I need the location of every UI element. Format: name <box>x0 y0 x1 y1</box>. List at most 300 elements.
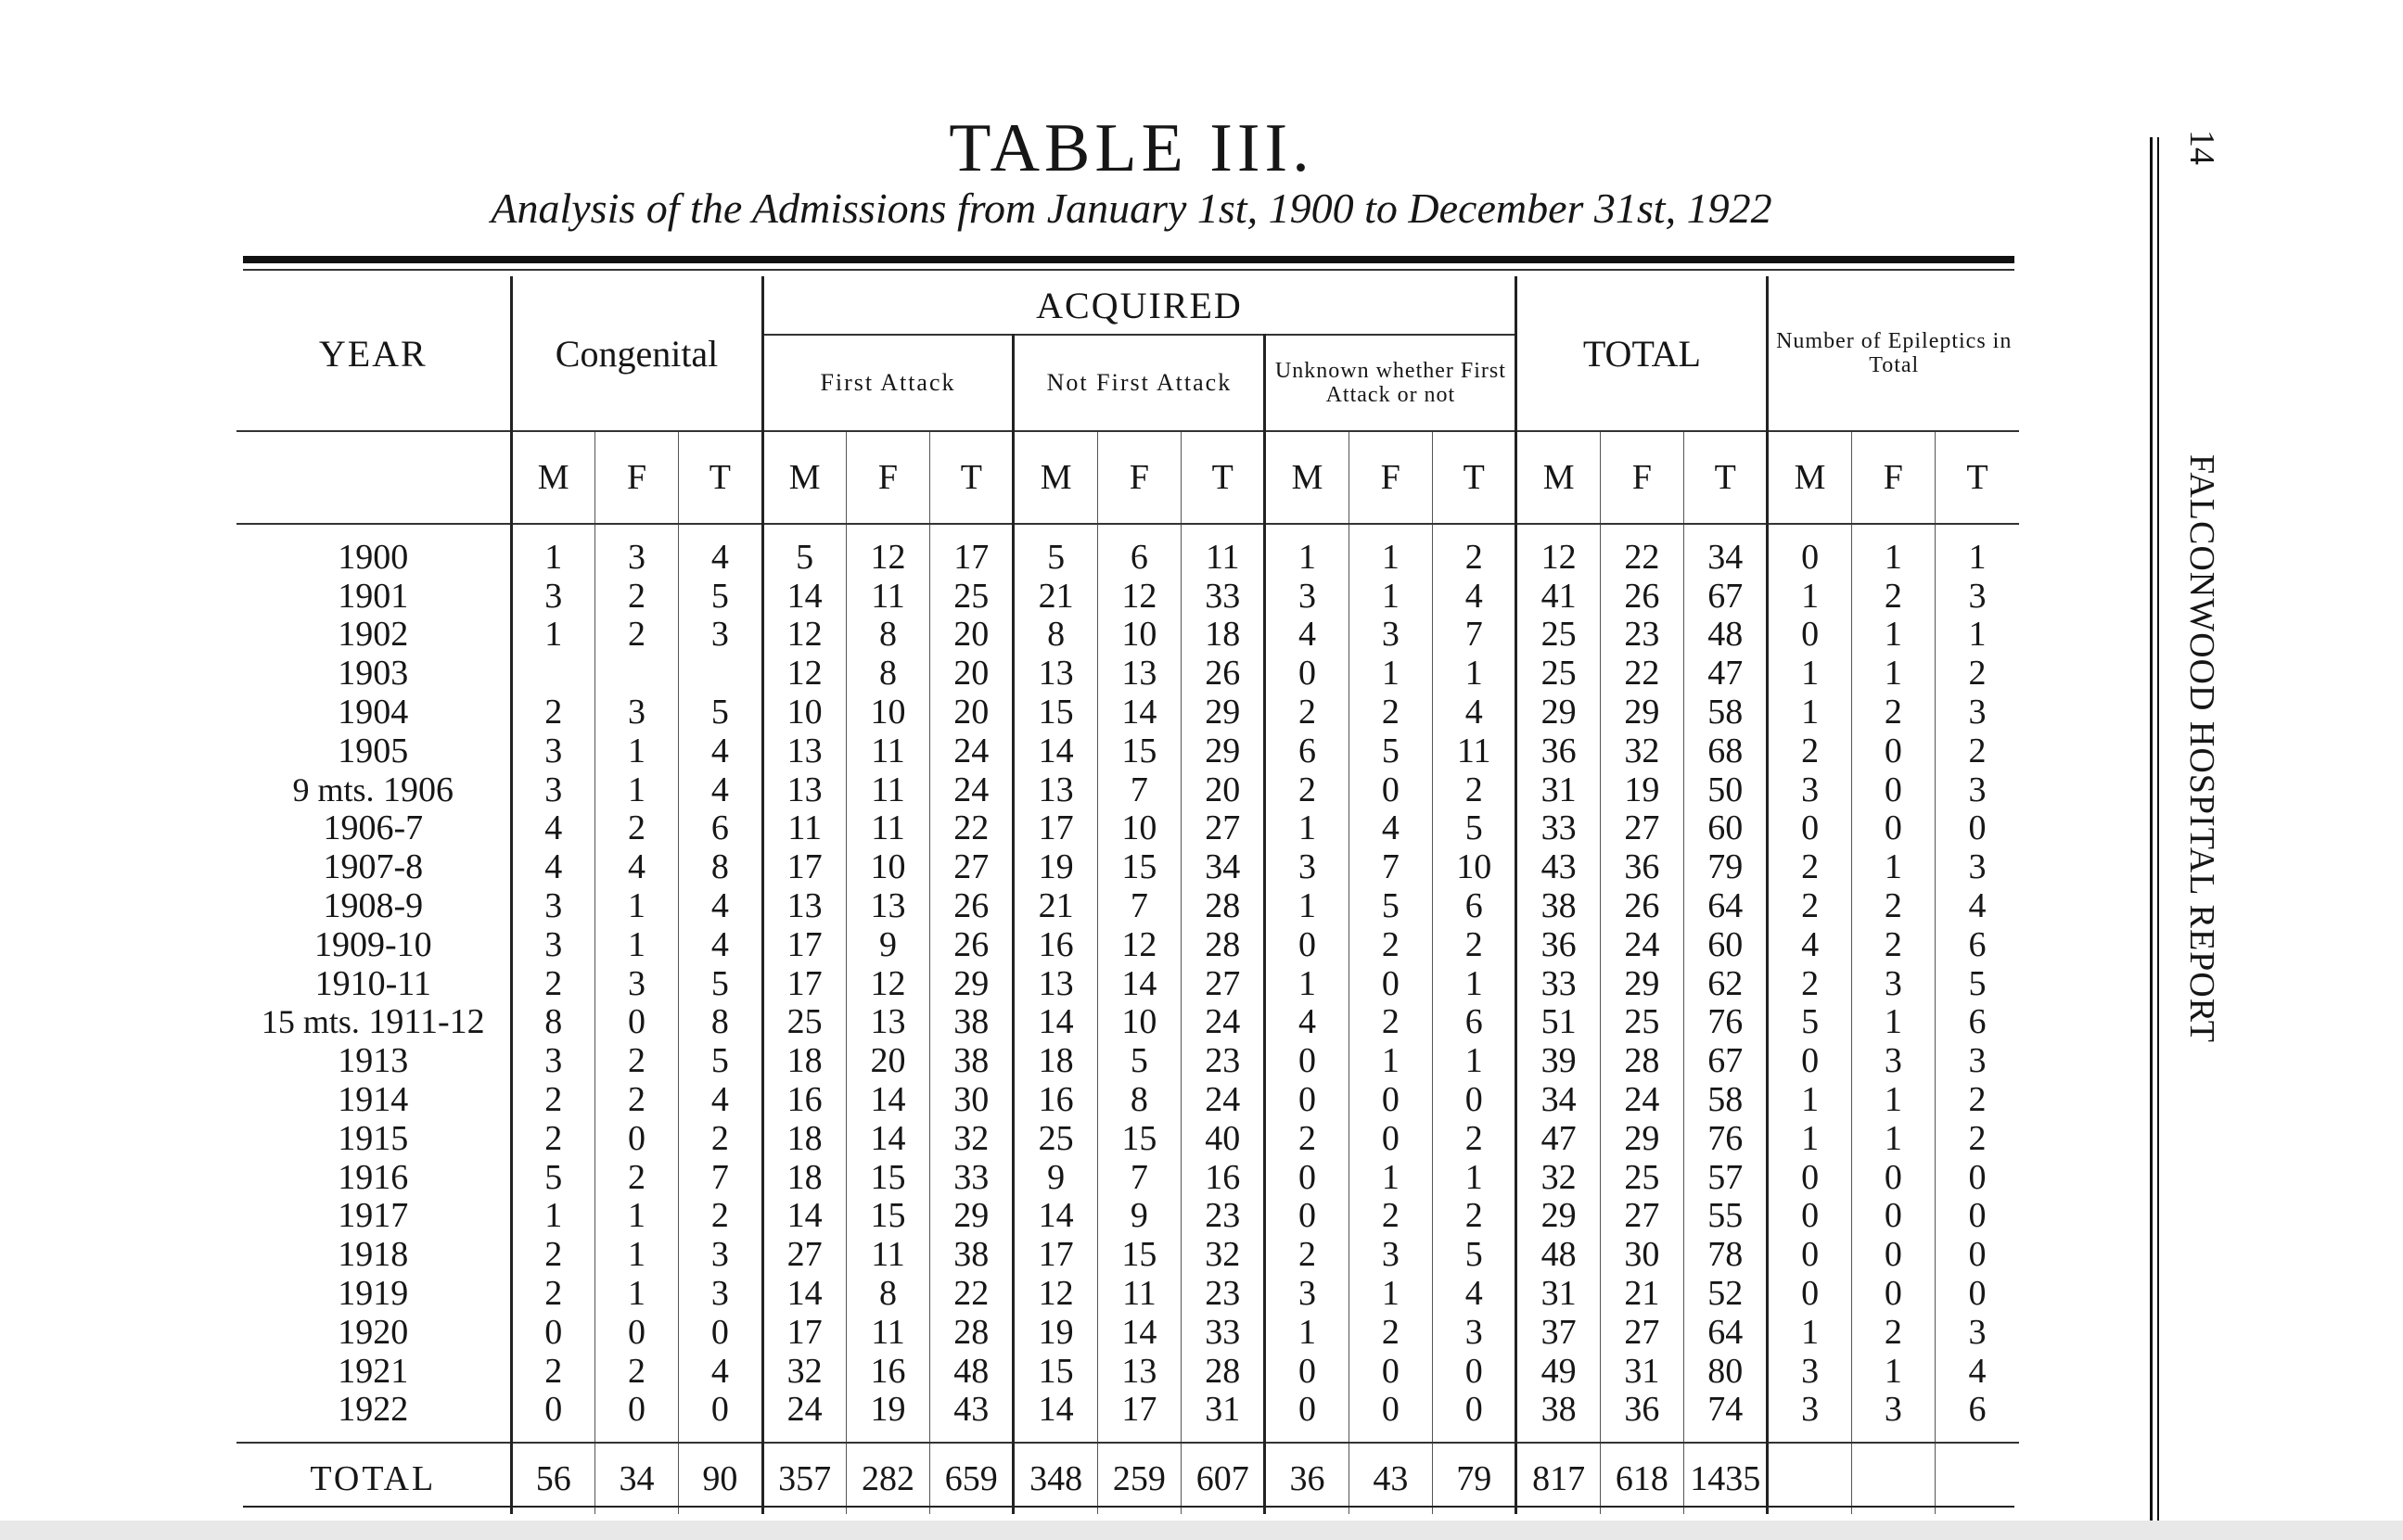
first-attack-f-header: F <box>846 431 929 524</box>
value-cell: 8 <box>1014 616 1097 655</box>
value-cell: 0 <box>1433 1080 1516 1119</box>
value-cell: 14 <box>1014 1003 1097 1042</box>
value-cell: 1 <box>594 886 678 925</box>
totals-row <box>236 1443 2019 1514</box>
year-cell <box>236 1274 511 1313</box>
value-cell: 31 <box>1182 1391 1265 1444</box>
value-cell: 0 <box>1265 1041 1348 1080</box>
value-cell: 21 <box>1014 577 1097 616</box>
top-rule-thin <box>243 269 2014 271</box>
value-cell: 9 <box>846 925 929 964</box>
total-cell <box>1936 1443 2019 1514</box>
value-cell: 16 <box>762 1080 846 1119</box>
value-cell: 2 <box>1851 1313 1935 1352</box>
value-cell: 1 <box>594 1197 678 1236</box>
value-cell: 4 <box>1265 1003 1348 1042</box>
year-cell <box>236 964 511 1003</box>
value-cell: 0 <box>594 1119 678 1158</box>
value-cell: 5 <box>679 964 762 1003</box>
epileptics-header: Number of Epileptics in Total <box>1768 276 2019 431</box>
table-row <box>236 1274 2019 1313</box>
value-cell: 20 <box>846 1041 929 1080</box>
year-cell <box>236 1003 511 1042</box>
value-cell: 24 <box>762 1391 846 1444</box>
value-cell: 1 <box>1433 1158 1516 1197</box>
value-cell: 14 <box>762 1274 846 1313</box>
value-cell: 25 <box>762 1003 846 1042</box>
value-cell: 2 <box>1348 693 1432 732</box>
value-cell: 27 <box>1600 1197 1683 1236</box>
value-cell: 25 <box>1600 1158 1683 1197</box>
year-label: 1901 <box>338 576 409 616</box>
value-cell: 2 <box>1265 693 1348 732</box>
value-cell: 67 <box>1684 1041 1768 1080</box>
value-cell: 2 <box>1265 1119 1348 1158</box>
congenital-f-header: F <box>594 431 678 524</box>
value-cell: 11 <box>1182 524 1265 577</box>
value-cell: 22 <box>1600 654 1683 693</box>
value-cell: 28 <box>930 1313 1014 1352</box>
value-cell: 0 <box>1768 524 1851 577</box>
year-label: 1910-11 <box>314 963 431 1003</box>
value-cell: 68 <box>1684 732 1768 770</box>
value-cell: 32 <box>1600 732 1683 770</box>
value-cell: 14 <box>1097 1313 1181 1352</box>
value-cell: 4 <box>679 1352 762 1391</box>
total-cell: 282 <box>846 1443 929 1514</box>
value-cell: 11 <box>846 1235 929 1274</box>
unknown-f-header: F <box>1348 431 1432 524</box>
epileptics-m-header: M <box>1768 431 1851 524</box>
value-cell: 6 <box>679 809 762 848</box>
value-cell: 27 <box>1600 809 1683 848</box>
value-cell: 3 <box>1768 1391 1851 1444</box>
value-cell: 1 <box>1851 1080 1935 1119</box>
value-cell: 32 <box>930 1119 1014 1158</box>
total-cell: 43 <box>1348 1443 1432 1514</box>
value-cell: 12 <box>846 964 929 1003</box>
total-cell: 348 <box>1014 1443 1097 1514</box>
value-cell: 0 <box>1348 1352 1432 1391</box>
value-cell: 12 <box>846 524 929 577</box>
value-cell: 0 <box>594 1313 678 1352</box>
value-cell: 2 <box>594 1080 678 1119</box>
total-header: TOTAL <box>1516 276 1768 431</box>
unknown-t-header: T <box>1433 431 1516 524</box>
table-row <box>236 1158 2019 1197</box>
value-cell: 3 <box>1348 616 1432 655</box>
total-m-header: M <box>1516 431 1600 524</box>
year-label: 1905 <box>338 731 409 770</box>
value-cell: 17 <box>762 847 846 886</box>
value-cell: 8 <box>846 654 929 693</box>
value-cell: 1 <box>1265 809 1348 848</box>
value-cell: 29 <box>1516 1197 1600 1236</box>
value-cell: 2 <box>1768 964 1851 1003</box>
value-cell: 4 <box>1936 886 2019 925</box>
year-label: 1921 <box>338 1351 409 1391</box>
value-cell: 0 <box>679 1313 762 1352</box>
value-cell: 24 <box>1182 1080 1265 1119</box>
value-cell: 2 <box>594 1352 678 1391</box>
value-cell: 26 <box>1600 577 1683 616</box>
value-cell: 12 <box>1014 1274 1097 1313</box>
value-cell: 0 <box>511 1313 594 1352</box>
value-cell: 7 <box>1097 886 1181 925</box>
total-t-header: T <box>1684 431 1768 524</box>
value-cell: 0 <box>1851 1274 1935 1313</box>
value-cell: 4 <box>1433 1274 1516 1313</box>
value-cell: 2 <box>511 1352 594 1391</box>
value-cell: 50 <box>1684 770 1768 809</box>
value-cell: 15 <box>1014 693 1097 732</box>
value-cell: 5 <box>679 693 762 732</box>
table-row <box>236 1313 2019 1352</box>
value-cell: 14 <box>846 1119 929 1158</box>
value-cell: 11 <box>762 809 846 848</box>
value-cell: 18 <box>762 1158 846 1197</box>
value-cell: 22 <box>930 1274 1014 1313</box>
total-cell: 357 <box>762 1443 846 1514</box>
value-cell: 28 <box>1600 1041 1683 1080</box>
value-cell: 47 <box>1516 1119 1600 1158</box>
value-cell: 3 <box>1936 1041 2019 1080</box>
value-cell: 4 <box>511 847 594 886</box>
value-cell: 5 <box>679 577 762 616</box>
value-cell: 24 <box>1182 1003 1265 1042</box>
value-cell: 14 <box>846 1080 929 1119</box>
value-cell: 2 <box>594 616 678 655</box>
year-label: 1904 <box>338 693 409 732</box>
year-cell <box>236 1391 511 1444</box>
value-cell: 29 <box>1182 732 1265 770</box>
year-note: 15 mts. <box>261 1003 360 1041</box>
value-cell: 4 <box>679 886 762 925</box>
value-cell: 3 <box>1851 964 1935 1003</box>
not-first-attack-header: Not First Attack <box>1014 335 1265 431</box>
value-cell: 3 <box>1851 1041 1935 1080</box>
value-cell: 58 <box>1684 693 1768 732</box>
value-cell: 1 <box>1851 1003 1935 1042</box>
value-cell: 10 <box>846 693 929 732</box>
totals-label: TOTAL <box>236 1443 511 1514</box>
value-cell: 8 <box>846 1274 929 1313</box>
value-cell: 36 <box>1600 1391 1683 1444</box>
value-cell: 2 <box>594 577 678 616</box>
value-cell: 9 <box>1097 1197 1181 1236</box>
total-cell: 34 <box>594 1443 678 1514</box>
total-f-header: F <box>1600 431 1683 524</box>
value-cell: 16 <box>846 1352 929 1391</box>
value-cell: 15 <box>1097 1119 1181 1158</box>
value-cell: 1 <box>511 616 594 655</box>
value-cell: 17 <box>762 964 846 1003</box>
value-cell: 0 <box>1265 1158 1348 1197</box>
margin-rule <box>2150 137 2153 1540</box>
value-cell: 10 <box>846 847 929 886</box>
value-cell: 1 <box>1768 693 1851 732</box>
value-cell: 31 <box>1516 1274 1600 1313</box>
value-cell: 11 <box>846 577 929 616</box>
year-label: 1906-7 <box>323 808 424 848</box>
value-cell: 62 <box>1684 964 1768 1003</box>
value-cell: 11 <box>846 809 929 848</box>
epileptics-t-header: T <box>1936 431 2019 524</box>
table-row <box>236 577 2019 616</box>
value-cell: 6 <box>1936 1391 2019 1444</box>
value-cell: 6 <box>1936 1003 2019 1042</box>
value-cell: 2 <box>1265 770 1348 809</box>
value-cell: 38 <box>930 1235 1014 1274</box>
value-cell: 4 <box>679 732 762 770</box>
value-cell: 2 <box>1851 577 1935 616</box>
value-cell: 0 <box>594 1003 678 1042</box>
value-cell: 0 <box>1851 1158 1935 1197</box>
value-cell: 0 <box>1265 654 1348 693</box>
value-cell: 3 <box>1936 847 2019 886</box>
value-cell: 2 <box>511 693 594 732</box>
value-cell: 25 <box>1014 1119 1097 1158</box>
value-cell: 20 <box>930 654 1014 693</box>
value-cell: 4 <box>511 809 594 848</box>
value-cell: 1 <box>1851 1119 1935 1158</box>
value-cell: 0 <box>1936 1197 2019 1236</box>
value-cell: 4 <box>679 1080 762 1119</box>
value-cell: 4 <box>1433 577 1516 616</box>
value-cell: 60 <box>1684 809 1768 848</box>
value-cell: 12 <box>762 654 846 693</box>
value-cell: 3 <box>1936 693 2019 732</box>
value-cell: 0 <box>1768 1158 1851 1197</box>
value-cell: 43 <box>930 1391 1014 1444</box>
value-cell: 28 <box>1182 925 1265 964</box>
value-cell: 0 <box>1348 1119 1432 1158</box>
table-row <box>236 809 2019 848</box>
table-row <box>236 1352 2019 1391</box>
value-cell: 20 <box>930 693 1014 732</box>
value-cell: 15 <box>846 1197 929 1236</box>
value-cell: 2 <box>1768 847 1851 886</box>
table-row <box>236 1080 2019 1119</box>
scan-edge <box>0 1521 2403 1540</box>
value-cell: 5 <box>1348 886 1432 925</box>
value-cell: 1 <box>511 524 594 577</box>
value-cell: 10 <box>762 693 846 732</box>
year-label: 1911-12 <box>368 1002 485 1042</box>
value-cell: 0 <box>1768 1274 1851 1313</box>
value-cell: 6 <box>1433 1003 1516 1042</box>
page-number: 14 <box>2182 130 2221 165</box>
running-head: FALCONWOOD HOSPITAL REPORT <box>2182 454 2221 1044</box>
total-cell: 817 <box>1516 1443 1600 1514</box>
table-row <box>236 732 2019 770</box>
value-cell: 25 <box>930 577 1014 616</box>
value-cell: 5 <box>1768 1003 1851 1042</box>
value-cell: 27 <box>762 1235 846 1274</box>
table-row <box>236 616 2019 655</box>
value-cell: 13 <box>1014 654 1097 693</box>
value-cell: 14 <box>1014 1391 1097 1444</box>
table-title: TABLE III. <box>949 110 1314 186</box>
value-cell: 33 <box>1516 809 1600 848</box>
value-cell: 3 <box>511 1041 594 1080</box>
value-cell: 19 <box>1014 847 1097 886</box>
value-cell: 33 <box>1516 964 1600 1003</box>
value-cell: 11 <box>846 732 929 770</box>
value-cell: 29 <box>1600 964 1683 1003</box>
value-cell: 0 <box>511 1391 594 1444</box>
value-cell: 80 <box>1684 1352 1768 1391</box>
value-cell: 3 <box>1768 1352 1851 1391</box>
value-cell: 23 <box>1182 1041 1265 1080</box>
table-row <box>236 1235 2019 1274</box>
bottom-rule <box>243 1506 2014 1508</box>
value-cell: 78 <box>1684 1235 1768 1274</box>
year-cell <box>236 1041 511 1080</box>
value-cell: 2 <box>1936 1119 2019 1158</box>
value-cell: 40 <box>1182 1119 1265 1158</box>
value-cell: 2 <box>594 809 678 848</box>
value-cell: 7 <box>1097 1158 1181 1197</box>
value-cell: 48 <box>1684 616 1768 655</box>
value-cell: 4 <box>679 524 762 577</box>
value-cell: 2 <box>594 1041 678 1080</box>
value-cell: 0 <box>1433 1352 1516 1391</box>
year-label: 1908-9 <box>323 886 424 926</box>
table-row <box>236 847 2019 886</box>
value-cell: 20 <box>930 616 1014 655</box>
value-cell: 14 <box>762 1197 846 1236</box>
value-cell: 13 <box>1014 770 1097 809</box>
value-cell: 64 <box>1684 1313 1768 1352</box>
year-cell <box>236 732 511 770</box>
year-label: 1909-10 <box>313 924 432 964</box>
value-cell: 8 <box>679 847 762 886</box>
value-cell: 13 <box>762 770 846 809</box>
value-cell: 16 <box>1182 1158 1265 1197</box>
value-cell: 17 <box>930 524 1014 577</box>
value-cell: 29 <box>1516 693 1600 732</box>
value-cell: 1 <box>1348 1041 1432 1080</box>
value-cell: 2 <box>1433 770 1516 809</box>
total-cell: 659 <box>930 1443 1014 1514</box>
value-cell: 33 <box>930 1158 1014 1197</box>
total-cell: 36 <box>1265 1443 1348 1514</box>
value-cell: 2 <box>1851 886 1935 925</box>
value-cell: 3 <box>511 925 594 964</box>
total-cell: 90 <box>679 1443 762 1514</box>
value-cell: 2 <box>1768 886 1851 925</box>
value-cell: 0 <box>1348 1391 1432 1444</box>
year-label: 1902 <box>338 615 409 655</box>
total-cell: 607 <box>1182 1443 1265 1514</box>
first-attack-header: First Attack <box>762 335 1014 431</box>
value-cell: 31 <box>1516 770 1600 809</box>
value-cell: 26 <box>1600 886 1683 925</box>
year-label: 1917 <box>338 1196 409 1236</box>
value-cell: 0 <box>1936 1274 2019 1313</box>
value-cell: 1 <box>594 925 678 964</box>
value-cell: 49 <box>1516 1352 1600 1391</box>
value-cell: 29 <box>1600 693 1683 732</box>
not-first-attack-f-header: F <box>1097 431 1181 524</box>
value-cell: 26 <box>930 925 1014 964</box>
year-cell <box>236 616 511 655</box>
value-cell: 3 <box>1768 770 1851 809</box>
value-cell: 36 <box>1516 925 1600 964</box>
value-cell: 2 <box>511 1274 594 1313</box>
total-cell: 259 <box>1097 1443 1181 1514</box>
year-label: 1915 <box>338 1118 409 1158</box>
table-row <box>236 1119 2019 1158</box>
value-cell: 5 <box>1936 964 2019 1003</box>
value-cell: 2 <box>1851 925 1935 964</box>
congenital-m-header: M <box>511 431 594 524</box>
value-cell: 0 <box>1936 1235 2019 1274</box>
value-cell: 14 <box>1014 1197 1097 1236</box>
value-cell: 12 <box>1097 577 1181 616</box>
value-cell: 7 <box>1097 770 1181 809</box>
year-cell <box>236 1158 511 1197</box>
value-cell: 10 <box>1433 847 1516 886</box>
value-cell: 2 <box>1851 693 1935 732</box>
value-cell: 15 <box>1097 847 1181 886</box>
year-label: 1922 <box>338 1390 409 1430</box>
value-cell <box>594 654 678 693</box>
value-cell: 2 <box>1348 1197 1432 1236</box>
value-cell: 15 <box>1097 732 1181 770</box>
value-cell: 29 <box>1182 693 1265 732</box>
value-cell: 18 <box>762 1041 846 1080</box>
value-cell: 11 <box>1097 1274 1181 1313</box>
first-attack-t-header: T <box>930 431 1014 524</box>
value-cell <box>511 654 594 693</box>
value-cell: 2 <box>679 1119 762 1158</box>
value-cell: 30 <box>1600 1235 1683 1274</box>
value-cell: 15 <box>846 1158 929 1197</box>
value-cell: 13 <box>1097 654 1181 693</box>
value-cell: 3 <box>679 616 762 655</box>
value-cell: 23 <box>1182 1274 1265 1313</box>
year-label: 1900 <box>338 537 409 577</box>
year-cell <box>236 1235 511 1274</box>
total-cell: 618 <box>1600 1443 1683 1514</box>
value-cell: 28 <box>1182 1352 1265 1391</box>
value-cell: 0 <box>1348 964 1432 1003</box>
value-cell: 3 <box>1851 1391 1935 1444</box>
value-cell: 14 <box>1097 693 1181 732</box>
table-row <box>236 1197 2019 1236</box>
value-cell: 3 <box>594 964 678 1003</box>
value-cell: 25 <box>1600 1003 1683 1042</box>
value-cell: 76 <box>1684 1119 1768 1158</box>
acquired-header: ACQUIRED <box>762 276 1516 335</box>
total-cell: 79 <box>1433 1443 1516 1514</box>
value-cell: 3 <box>594 524 678 577</box>
value-cell: 3 <box>511 577 594 616</box>
value-cell: 6 <box>1936 925 2019 964</box>
value-cell: 36 <box>1516 732 1600 770</box>
value-cell: 19 <box>1600 770 1683 809</box>
value-cell: 1 <box>1768 1119 1851 1158</box>
value-cell: 8 <box>679 1003 762 1042</box>
value-cell: 13 <box>846 1003 929 1042</box>
value-cell: 20 <box>1182 770 1265 809</box>
value-cell: 15 <box>1097 1235 1181 1274</box>
value-cell: 16 <box>1014 1080 1097 1119</box>
value-cell: 0 <box>1768 1041 1851 1080</box>
value-cell: 1 <box>1433 964 1516 1003</box>
